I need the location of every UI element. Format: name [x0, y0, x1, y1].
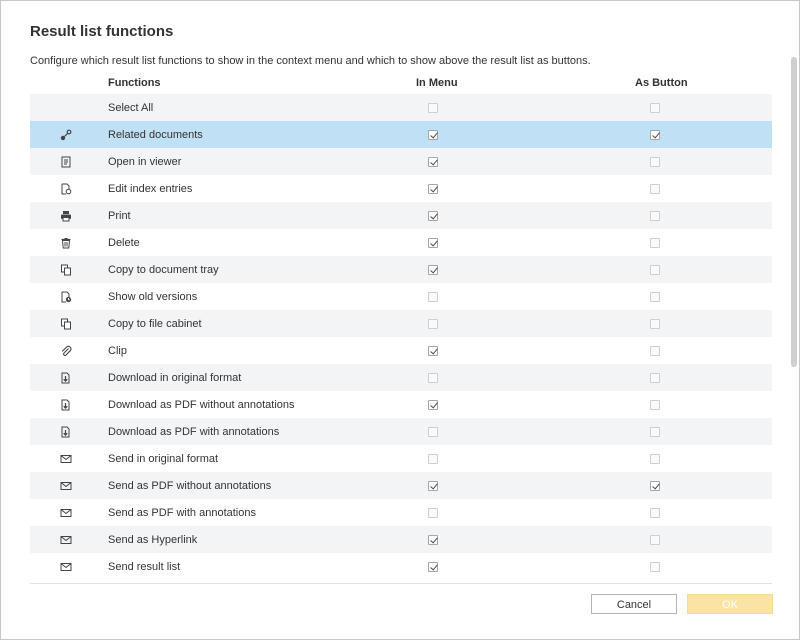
function-label: Print: [108, 210, 131, 222]
in-menu-checkbox[interactable]: [428, 292, 438, 302]
copy-icon: [57, 310, 75, 337]
ok-button[interactable]: OK: [687, 594, 773, 614]
function-label: Delete: [108, 237, 140, 249]
table-row-download-as-pdf-without-annotations[interactable]: [30, 391, 772, 418]
as-button-checkbox[interactable]: [650, 130, 660, 140]
empty-icon-slot: [57, 94, 75, 121]
table-row-show-old-versions[interactable]: [30, 283, 772, 310]
dialog-title: Result list functions: [30, 23, 174, 40]
table-row-send-in-original-format[interactable]: [30, 445, 772, 472]
function-label: Show old versions: [108, 291, 198, 303]
as-button-checkbox[interactable]: [650, 535, 660, 545]
printer-icon: [57, 202, 75, 229]
as-button-checkbox[interactable]: [650, 211, 660, 221]
download-icon: [57, 391, 75, 418]
in-menu-checkbox[interactable]: [428, 481, 438, 491]
function-label: Related documents: [108, 129, 203, 141]
function-label: Edit index entries: [108, 183, 193, 195]
in-menu-checkbox[interactable]: [428, 265, 438, 275]
as-button-checkbox[interactable]: [650, 238, 660, 248]
table-row-related-documents[interactable]: [30, 121, 772, 148]
as-button-checkbox[interactable]: [650, 265, 660, 275]
related-documents-icon: [57, 121, 75, 148]
in-menu-checkbox[interactable]: [428, 211, 438, 221]
in-menu-checkbox[interactable]: [428, 346, 438, 356]
table-row-select-all[interactable]: [30, 94, 772, 121]
table-row-copy-to-document-tray[interactable]: [30, 256, 772, 283]
envelope-icon: [57, 553, 75, 580]
function-label: Send result list: [108, 561, 181, 573]
document-clock-icon: [57, 283, 75, 310]
function-label: Send in original format: [108, 453, 219, 465]
column-header-in-menu: In Menu: [416, 77, 458, 89]
as-button-checkbox[interactable]: [650, 157, 660, 167]
dialog-description: Configure which result list functions to show in the context menu and which to show above the result list as buttons.: [30, 55, 591, 67]
table-row-download-in-original-format[interactable]: [30, 364, 772, 391]
envelope-icon: [57, 499, 75, 526]
as-button-checkbox[interactable]: [650, 292, 660, 302]
column-header-as-button: As Button: [635, 77, 688, 89]
functions-table: [30, 94, 772, 583]
function-label: Send as PDF with annotations: [108, 507, 256, 519]
as-button-checkbox[interactable]: [650, 427, 660, 437]
in-menu-checkbox[interactable]: [428, 535, 438, 545]
in-menu-checkbox[interactable]: [428, 238, 438, 248]
in-menu-checkbox[interactable]: [428, 373, 438, 383]
in-menu-checkbox[interactable]: [428, 184, 438, 194]
function-label: Send as PDF without annotations: [108, 480, 272, 492]
table-row-print[interactable]: [30, 202, 772, 229]
download-icon: [57, 418, 75, 445]
function-label: Clip: [108, 345, 127, 357]
function-label: Download as PDF with annotations: [108, 426, 280, 438]
as-button-checkbox[interactable]: [650, 184, 660, 194]
as-button-checkbox[interactable]: [650, 103, 660, 113]
table-row-clip[interactable]: [30, 337, 772, 364]
table-row-copy-to-file-cabinet[interactable]: [30, 310, 772, 337]
download-icon: [57, 364, 75, 391]
envelope-icon: [57, 472, 75, 499]
in-menu-checkbox[interactable]: [428, 427, 438, 437]
trash-icon: [57, 229, 75, 256]
function-label: Copy to document tray: [108, 264, 219, 276]
in-menu-checkbox[interactable]: [428, 400, 438, 410]
envelope-icon: [57, 526, 75, 553]
table-row-send-as-pdf-without-annotations[interactable]: [30, 472, 772, 499]
as-button-checkbox[interactable]: [650, 562, 660, 572]
as-button-checkbox[interactable]: [650, 346, 660, 356]
edit-document-icon: [57, 175, 75, 202]
in-menu-checkbox[interactable]: [428, 319, 438, 329]
function-label: Copy to file cabinet: [108, 318, 202, 330]
table-row-send-as-pdf-with-annotations[interactable]: [30, 499, 772, 526]
function-label: Select All: [108, 102, 154, 114]
scrollbar[interactable]: [791, 57, 797, 367]
as-button-checkbox[interactable]: [650, 319, 660, 329]
table-row-send-result-list[interactable]: [30, 553, 772, 580]
table-row-edit-index-entries[interactable]: [30, 175, 772, 202]
as-button-checkbox[interactable]: [650, 454, 660, 464]
in-menu-checkbox[interactable]: [428, 562, 438, 572]
document-viewer-icon: [57, 148, 75, 175]
as-button-checkbox[interactable]: [650, 400, 660, 410]
column-header-functions: Functions: [108, 77, 161, 89]
table-row-delete[interactable]: [30, 229, 772, 256]
in-menu-checkbox[interactable]: [428, 103, 438, 113]
as-button-checkbox[interactable]: [650, 481, 660, 491]
table-row-open-in-viewer[interactable]: [30, 148, 772, 175]
function-label: Send as Hyperlink: [108, 534, 198, 546]
in-menu-checkbox[interactable]: [428, 508, 438, 518]
in-menu-checkbox[interactable]: [428, 157, 438, 167]
table-row-send-as-hyperlink[interactable]: [30, 526, 772, 553]
function-label: Download as PDF without annotations: [108, 399, 295, 411]
paperclip-icon: [57, 337, 75, 364]
envelope-icon: [57, 445, 75, 472]
function-label: Open in viewer: [108, 156, 182, 168]
cancel-button[interactable]: Cancel: [591, 594, 677, 614]
copy-icon: [57, 256, 75, 283]
function-label: Download in original format: [108, 372, 242, 384]
divider: [30, 583, 772, 584]
as-button-checkbox[interactable]: [650, 508, 660, 518]
as-button-checkbox[interactable]: [650, 373, 660, 383]
table-row-download-as-pdf-with-annotations[interactable]: [30, 418, 772, 445]
in-menu-checkbox[interactable]: [428, 454, 438, 464]
in-menu-checkbox[interactable]: [428, 130, 438, 140]
